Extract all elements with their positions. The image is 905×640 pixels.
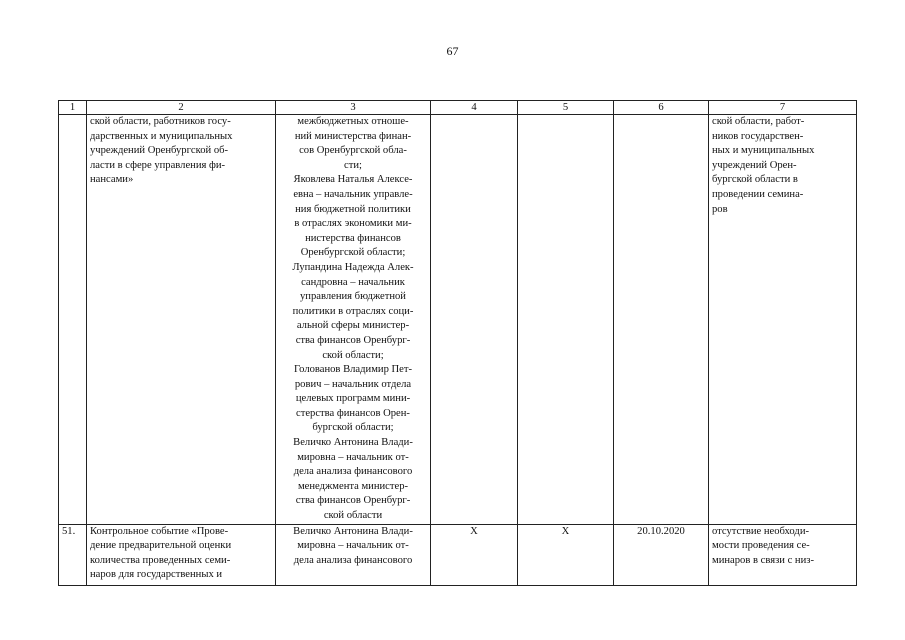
page-number: 67 <box>446 44 459 58</box>
table-row-51 <box>59 524 857 585</box>
text-line: дела анализа финансового <box>293 554 413 566</box>
text-line: в отраслях экономики ми- <box>294 218 412 230</box>
text-line: Голованов Владимир Пет- <box>293 364 413 376</box>
result-description-cell <box>709 115 857 525</box>
text-line: сандровна – начальник <box>301 276 405 288</box>
text-line: Лупандина Надежда Алек- <box>292 261 414 273</box>
responsible-persons-cell <box>276 115 431 525</box>
column-header: 4 <box>431 101 518 115</box>
text-line: целевых программ мини- <box>295 393 411 405</box>
text-line: минаров в связи с низ- <box>712 554 814 566</box>
text-line: ний министерства финан- <box>294 130 412 142</box>
text-line: мости проведения се- <box>712 540 810 552</box>
text-line: проведении семина- <box>712 188 804 200</box>
text-line: ской области, работ- <box>712 116 805 127</box>
text-line: наров для государственных и <box>90 569 223 581</box>
column-header: 5 <box>518 101 614 115</box>
text-line: количества проведенных семи- <box>90 554 231 566</box>
text-line: евна – начальник управле- <box>293 188 413 200</box>
text-line: нистерства финансов <box>305 232 401 244</box>
text-line: бургской области в <box>712 174 798 186</box>
text-line: учреждений Орен- <box>712 159 797 171</box>
text-line: стерства финансов Орен- <box>296 407 410 419</box>
text-line: ства финансов Оренбург- <box>295 495 411 507</box>
event-description-cell <box>87 115 276 525</box>
text-line: ской области <box>323 510 383 522</box>
text-line: Оренбургской области; <box>300 247 406 259</box>
text-line: Яковлева Наталья Алексе- <box>293 174 413 186</box>
text-line: дела анализа финансового <box>293 466 413 478</box>
text-line: бургской области; <box>312 422 394 434</box>
row-number-cell <box>59 115 87 525</box>
text-line: ласти в сфере управления фи- <box>90 159 226 171</box>
text-line: ской области, работников госу- <box>90 116 231 127</box>
row-number-cell: 51. <box>59 524 87 585</box>
col5-cell <box>518 115 614 525</box>
text-line: нансами» <box>90 174 134 186</box>
column-header: 2 <box>87 101 276 115</box>
col4-cell <box>431 115 518 525</box>
text-line: учреждений Оренбургской об- <box>90 145 229 157</box>
text-line: дение предварительной оценки <box>90 540 232 552</box>
text-line: рович – начальник отдела <box>294 378 412 390</box>
text-line: ния бюджетной политики <box>295 203 411 215</box>
text-line: управления бюджетной <box>300 291 406 303</box>
col5-mark-cell: Х <box>518 524 614 585</box>
plan-table <box>58 100 857 586</box>
text-line: ства финансов Оренбург- <box>295 334 411 346</box>
result-description-cell <box>709 524 857 585</box>
text-line: менеджмента министер- <box>297 480 409 492</box>
text-line: альной сферы министер- <box>296 320 410 332</box>
text-line: дарственных и муниципальных <box>90 130 233 142</box>
date-cell: 20.10.2020 <box>614 524 709 585</box>
text-line: ников государствен- <box>712 130 804 142</box>
date-cell <box>614 115 709 525</box>
column-number-row <box>59 101 857 115</box>
text-line: мировна – начальник от- <box>297 540 409 552</box>
text-line: межбюджетных отноше- <box>297 116 409 127</box>
text-line: сти; <box>344 159 362 171</box>
text-line: Величко Антонина Влади- <box>293 525 413 537</box>
col4-mark-cell: Х <box>431 524 518 585</box>
text-line: сов Оренбургской обла- <box>299 145 407 157</box>
text-line: ных и муниципальных <box>712 145 815 157</box>
text-line: ской области; <box>322 349 384 361</box>
text-line: мировна – начальник от- <box>297 451 409 463</box>
table-row-continuation <box>59 115 857 525</box>
responsible-persons-cell <box>276 524 431 585</box>
column-header: 3 <box>276 101 431 115</box>
text-line: политики в отраслях соци- <box>292 305 414 317</box>
text-line: Величко Антонина Влади- <box>293 437 413 449</box>
text-line: Контрольное событие «Прове- <box>90 525 229 537</box>
column-header: 1 <box>59 101 87 115</box>
event-description-cell <box>87 524 276 585</box>
column-header: 6 <box>614 101 709 115</box>
column-header: 7 <box>709 101 857 115</box>
text-line: отсутствие необходи- <box>712 525 810 537</box>
text-line: ров <box>712 203 728 215</box>
